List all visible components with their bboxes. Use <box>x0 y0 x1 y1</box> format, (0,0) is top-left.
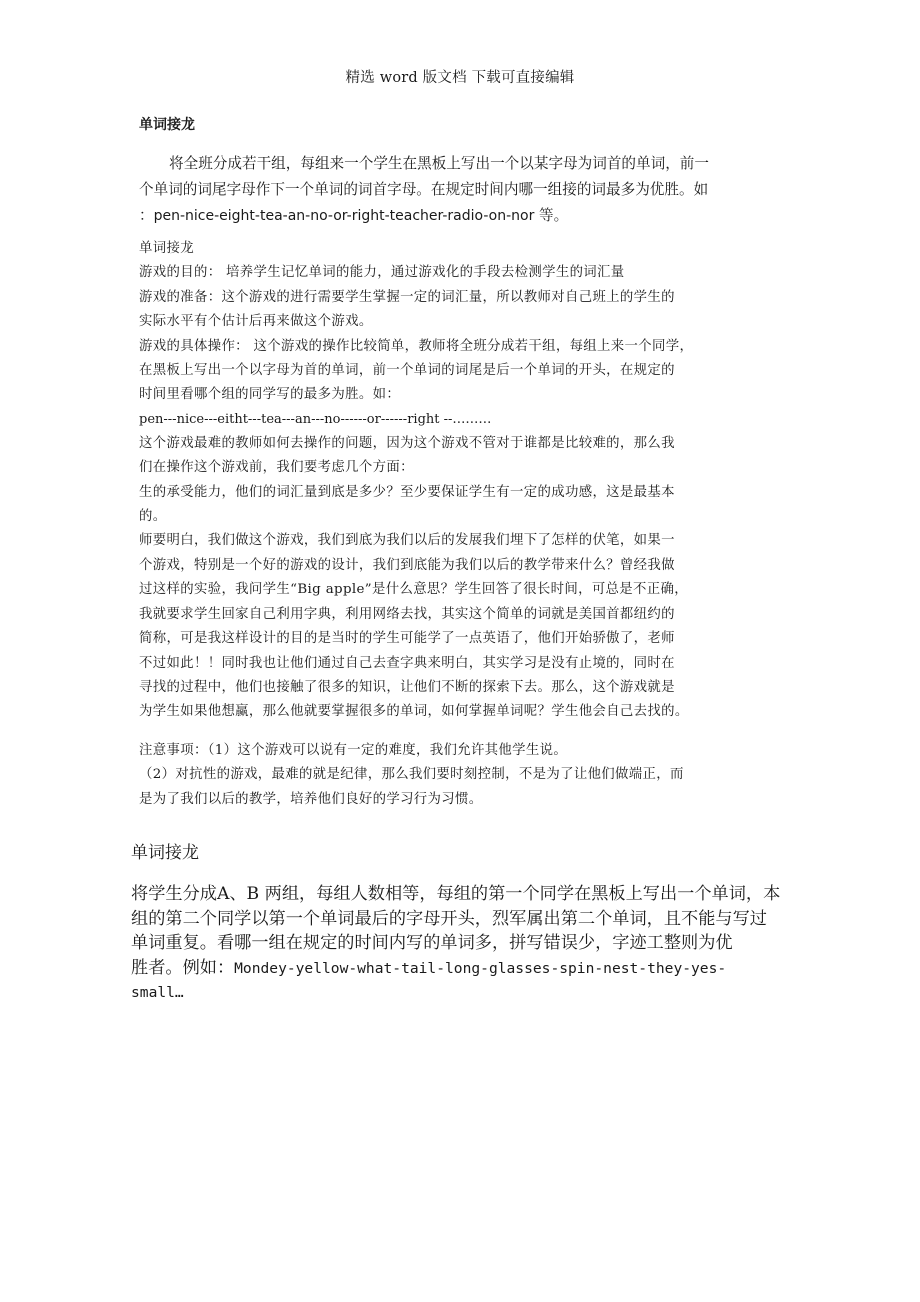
section2-line: 为学生如果他想赢，那么他就要掌握很多的单词，如何掌握单词呢？学生他会自己去找的。 <box>139 704 689 720</box>
section3-title: 单词接龙 <box>131 843 199 863</box>
section2-line: 实际水平有个估计后再来做这个游戏。 <box>139 314 373 330</box>
section3-line3: 单词重复。看哪一组在规定的时间内写的单词多，拼写错误少，字迹工整则为优 <box>131 933 733 954</box>
section3-line2: 组的第二个同学以第一个单词最后的字母开头，烈军属出第二个单词，且不能与写过 <box>131 908 767 929</box>
section3-line5: small… <box>131 984 184 1002</box>
section2-line: 时间里看哪个组的同学写的最多为胜。如： <box>139 387 401 403</box>
section2-line: 不过如此！！同时我也让他们通过自己去查字典来明白，其实学习是没有止境的，同时在 <box>139 655 675 671</box>
paragraph-gap <box>139 725 794 739</box>
section1-example-chain: pen-nice-eight-tea-an-no-or-right-teacher-radio-on-nor <box>153 208 535 224</box>
section2-line: 生的承受能力，他们的词汇量到底是多少？至少要保证学生有一定的成功感，这是最基本 <box>139 484 675 500</box>
section2-line: 们在操作这个游戏前，我们要考虑几个方面： <box>139 460 414 476</box>
section2-body <box>139 237 794 812</box>
section2-note: 是为了我们以后的教学，培养他们良好的学习行为习惯。 <box>139 791 483 807</box>
section3-line1: 将学生分成A、B 两组，每组人数相等，每组的第一个同学在黑板上写出一个单词，本 <box>131 884 781 904</box>
section2-line: 寻找的过程中，他们也接触了很多的知识，让他们不断的探索下去。那么，这个游戏就是 <box>139 679 675 695</box>
section3-line4: 胜者。例如：Mondey-yellow-what-tail-long-glasses-spin-nest-they-yes- <box>131 957 727 978</box>
section3-example-chain: Mondey-yellow-what-tail-long-glasses-spin-nest-they-yes- <box>234 959 727 977</box>
section2-line: 这个游戏最难的教师如何去操作的问题，因为这个游戏不管对于谁都是比较难的，那么我 <box>139 435 675 451</box>
section2-line: 个游戏，特别是一个好的游戏的设计，我们到底能为我们以后的教学带来什么？曾经我做 <box>139 557 675 573</box>
section2-line: 单词接龙 <box>139 241 194 256</box>
page-header: 精选 word 版文档 下载可直接编辑 <box>345 70 575 86</box>
section2-line: 游戏的具体操作： 这个游戏的操作比较简单，教师将全班分成若干组，每组上来一个同学， <box>139 338 694 354</box>
section2-note: （2）对抗性的游戏，最难的就是纪律，那么我们要时刻控制，不是为了让他们做端正，而 <box>139 767 684 783</box>
section2-example-chain: pen---nice---eitht---tea---an---no------or------right --……… <box>139 411 492 427</box>
section2-note: 注意事项：（1）这个游戏可以说有一定的难度，我们允许其他学生说。 <box>139 742 568 758</box>
section2-line: 游戏的准备：这个游戏的进行需要学生掌握一定的词汇量，所以教师对自己班上的学生的 <box>139 289 675 305</box>
section1-line2: 个单词的词尾字母作下一个单词的词首字母。在规定时间内哪一组接的词最多为优胜。如 <box>139 181 709 198</box>
section2-line: 师要明白，我们做这个游戏，我们到底为我们以后的发展我们埋下了怎样的伏笔，如果一 <box>139 533 675 549</box>
section2-line: 在黑板上写出一个以字母为首的单词，前一个单词的词尾是后一个单词的开头，在规定的 <box>139 363 675 379</box>
section1-body <box>139 151 779 229</box>
section2-line: 游戏的目的： 培养学生记忆单词的能力，通过游戏化的手段去检测学生的词汇量 <box>139 265 625 281</box>
section1-line1: 将全班分成若干组，每组来一个学生在黑板上写出一个以某字母为词首的单词，前一 <box>169 155 709 172</box>
section2-line: 我就要求学生回家自己利用字典，利用网络去找，其实这个简单的词就是美国首都纽约的 <box>139 606 675 622</box>
section3-body <box>131 882 781 1006</box>
section1-line3: ：pen-nice-eight-tea-an-no-or-right-teacher-radio-on-nor 等。 <box>139 207 569 224</box>
section1-title: 单词接龙 <box>139 117 195 133</box>
section2-line: 简称，可是我这样设计的目的是当时的学生可能学了一点英语了，他们开始骄傲了，老师 <box>139 631 675 647</box>
section2-line: 的。 <box>139 509 167 525</box>
section2-line: 过这样的实验，我问学生“Big apple”是什么意思？学生回答了很长时间，可总是不正确， <box>139 582 689 598</box>
